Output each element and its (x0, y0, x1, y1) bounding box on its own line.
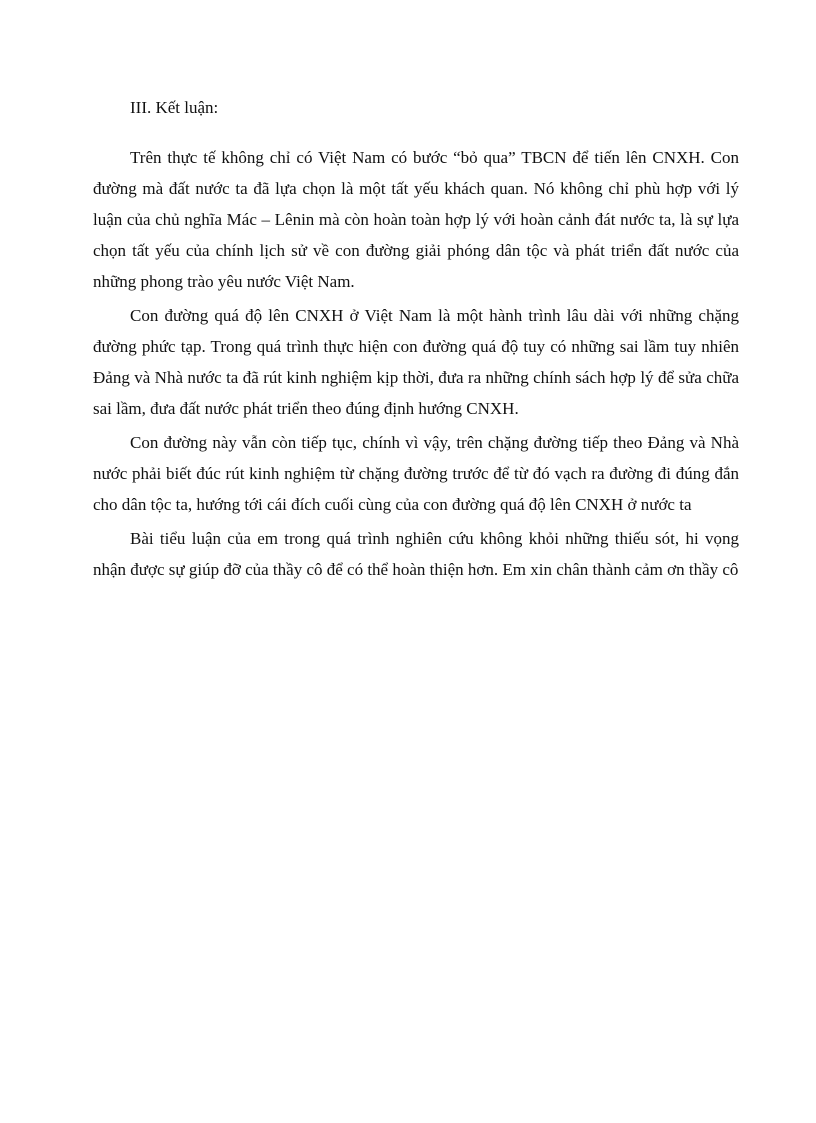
document-page (93, 92, 739, 588)
paragraph-1: Trên thực tế không chỉ có Việt Nam có bước “bỏ qua” TBCN để tiến lên CNXH. Con đường mà đất nước ta đã lựa chọn là một tất yếu khách quan. Nó không chỉ phù hợp với lý luận của chủ nghĩa Mác – Lênin mà còn hoàn toàn hợp lý với hoàn cảnh đát nước ta, là sự lựa chọn tất yếu của chính lịch sử về con đường giải phóng dân tộc và phát triển đất nước của những phong trào yêu nước Việt Nam. (93, 148, 739, 291)
paragraph-2: Con đường quá độ lên CNXH ở Việt Nam là một hành trình lâu dài với những chặng đường phức tạp. Trong quá trình thực hiện con đường quá độ tuy có những sai lầm tuy nhiên Đảng và Nhà nước ta đã rút kinh nghiệm kịp thời, đưa ra những chính sách hợp lý để sửa chữa sai lầm, đưa đất nước phát triển theo đúng định hướng CNXH. (93, 306, 739, 418)
paragraph-3: Con đường này vẫn còn tiếp tục, chính vì vậy, trên chặng đường tiếp theo Đảng và Nhà nước phải biết đúc rút kinh nghiệm từ chặng đường trước để từ đó vạch ra đường đi đúng đắn cho dân tộc ta, hướng tới cái đích cuối cùng của con đường quá độ lên CNXH ở nước ta (93, 433, 739, 514)
section-heading: III. Kết luận: (130, 98, 219, 117)
paragraph-4: Bài tiểu luận của em trong quá trình nghiên cứu không khỏi những thiếu sót, hi vọng nhận được sự giúp đỡ của thầy cô để có thể hoàn thiện hơn. Em xin chân thành cảm ơn thầy cô (93, 529, 739, 579)
